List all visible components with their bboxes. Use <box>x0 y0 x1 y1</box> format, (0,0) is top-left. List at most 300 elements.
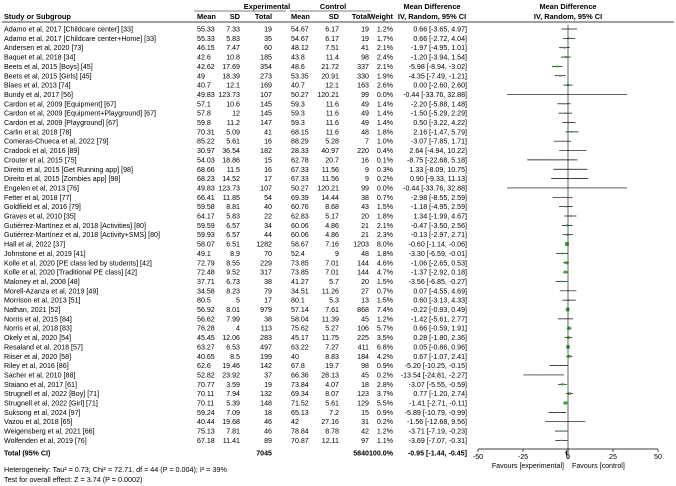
weight: 0.2% <box>376 371 393 380</box>
header-group1: Experimental <box>243 2 291 11</box>
ctl-sd: 5.3 <box>329 296 339 305</box>
exp-total: 979 <box>260 306 272 314</box>
exp-mean: 85.22 <box>197 137 215 146</box>
header-ctl-mean: Mean <box>291 12 310 21</box>
x-tick-label: -25 <box>517 453 529 461</box>
exp-sd: 14.52 <box>222 175 240 184</box>
weight: 1.7% <box>376 34 393 43</box>
ctl-total: 9 <box>365 175 369 184</box>
table-row <box>4 119 467 127</box>
ctl-mean: 65.13 <box>291 408 309 417</box>
md-ci: -1.18 [-4.95, 2.59] <box>411 203 467 212</box>
exp-sd: 7.09 <box>226 408 240 417</box>
study-name: Bundy et al, 2017 [56] <box>4 90 74 99</box>
exp-mean: 46.15 <box>197 44 215 53</box>
ctl-total: 48 <box>361 128 369 137</box>
table-row <box>4 287 467 295</box>
exp-total: 17 <box>264 175 272 184</box>
ctl-total: 106 <box>357 324 369 333</box>
ctl-total: 98 <box>361 362 369 371</box>
ctl-sd: 20.7 <box>325 156 339 165</box>
exp-mean: 66.41 <box>197 193 215 202</box>
exp-mean: 57.1 <box>197 100 211 109</box>
ctl-total: 21 <box>361 231 369 240</box>
exp-sd: 5.39 <box>226 399 240 408</box>
effect-marker <box>561 440 562 441</box>
exp-sd: 18.39 <box>222 72 240 81</box>
exp-sd: 11.41 <box>222 436 240 445</box>
exp-mean: 37.71 <box>197 277 215 286</box>
effect-marker <box>563 103 565 105</box>
exp-sd: 12.1 <box>226 81 240 90</box>
exp-mean: 75.13 <box>197 427 215 436</box>
study-name: Kolle et al, 2020 [PE class led by students] [42] <box>4 259 152 268</box>
table-row <box>4 315 467 323</box>
exp-mean: 70.31 <box>197 128 215 137</box>
md-ci: -5.98 [-8.94, -3.02] <box>408 62 467 71</box>
effect-marker <box>564 271 567 274</box>
table-row <box>4 166 467 174</box>
exp-total: 169 <box>260 81 272 90</box>
exp-total: 46 <box>264 418 272 427</box>
study-name: Nathan, 2021 [52] <box>4 306 61 314</box>
ctl-mean: 80.1 <box>291 296 305 305</box>
md-ci: -3.69 [-7.07, -0.31] <box>408 436 467 445</box>
study-name: Riiser et al, 2020 [58] <box>4 352 72 361</box>
exp-sd: 6.57 <box>226 221 240 230</box>
md-ci: 2.64 [-4.94, 10.22] <box>409 147 467 156</box>
ctl-total: 42 <box>361 427 369 436</box>
table-row <box>4 156 467 164</box>
header-exp-sd: SD <box>229 12 240 21</box>
ctl-sd: 12.11 <box>321 436 339 445</box>
exp-mean: 49.83 <box>197 90 215 99</box>
table-row <box>4 362 467 370</box>
exp-sd: 7.99 <box>226 315 240 324</box>
exp-mean: 45.45 <box>197 334 215 343</box>
exp-sd: 8.5 <box>230 352 240 361</box>
ctl-total: 123 <box>357 390 369 399</box>
ctl-total: 337 <box>357 62 369 71</box>
exp-mean: 68.23 <box>197 175 215 184</box>
effect-marker <box>562 141 563 142</box>
ctl-sd: 20.91 <box>321 72 339 81</box>
exp-sd: 19.68 <box>222 418 240 427</box>
md-ci: -1.97 [-4.95, 1.01] <box>411 44 467 53</box>
md-ci: -2.98 [-8.55, 2.59] <box>411 193 467 202</box>
ctl-sd: 11.39 <box>321 315 339 324</box>
md-ci: -1.50 [-5.29, 2.29] <box>411 109 467 118</box>
exp-sd: 18.86 <box>222 156 240 165</box>
study-name: Vazou et al, 2018 [65] <box>4 418 73 427</box>
ctl-mean: 73.85 <box>291 259 309 268</box>
exp-sd: 123.73 <box>218 90 240 99</box>
total-ctl-n: 5840 <box>353 449 369 458</box>
weight: 2.3% <box>376 231 393 240</box>
exp-mean: 62.6 <box>197 362 211 371</box>
table-row <box>4 72 467 80</box>
exp-sd: 7.47 <box>226 44 240 53</box>
ctl-total: 411 <box>357 343 369 352</box>
table-row <box>4 100 467 108</box>
header-exp-mean: Mean <box>197 12 216 21</box>
study-name: Maloney et al, 2008 [48] <box>4 277 80 286</box>
ctl-total: 163 <box>357 81 369 90</box>
md-ci: -0.13 [-2.97, 2.71] <box>411 231 467 240</box>
ctl-mean: 59.3 <box>291 100 305 109</box>
ctl-sd: 7.27 <box>325 343 339 352</box>
md-ci: -13.54 [-24.81, -2.27] <box>400 371 467 380</box>
effect-marker <box>566 308 570 312</box>
study-name: Beets et al, 2015 [Girls] [45] <box>4 72 92 81</box>
heterogeneity-text: Heterogeneity: Tau² = 0.73; Chi² = 72.71, df = 44 (P = 0.004); I² = 39% <box>4 465 227 474</box>
md-ci: -3.30 [-6.59, -0.01] <box>408 249 467 258</box>
weight: 2.1% <box>376 221 393 230</box>
header-md-sub: IV, Random, 95% CI <box>397 12 467 21</box>
exp-mean: 40.65 <box>197 352 215 361</box>
exp-sd: 8.55 <box>226 259 240 268</box>
exp-sd: 7.94 <box>226 390 240 399</box>
exp-mean: 76.28 <box>197 324 215 333</box>
ctl-mean: 54.67 <box>291 25 309 34</box>
ctl-total: 45 <box>361 371 369 380</box>
effect-marker <box>567 187 568 188</box>
exp-sd: 7.81 <box>226 427 240 436</box>
table-row <box>4 231 467 239</box>
exp-total: 41 <box>264 128 272 137</box>
exp-total: 19 <box>264 25 272 34</box>
exp-sd: 23.92 <box>222 371 240 380</box>
exp-sd: 123.73 <box>218 184 240 193</box>
study-name: Kolle et al, 2020 [Traditional PE class] [42] <box>4 268 138 277</box>
md-ci: -1.56 [-12.68, 9.56] <box>407 418 467 427</box>
study-name: Crouter et al, 2015 [75] <box>4 156 77 165</box>
exp-total: 182 <box>260 147 272 156</box>
ctl-mean: 73.85 <box>291 268 309 277</box>
exp-total: 17 <box>264 296 272 305</box>
table-row <box>4 203 467 211</box>
table-row <box>4 297 467 305</box>
header-group2: Control <box>319 2 347 11</box>
ctl-sd: 11.6 <box>325 119 339 127</box>
exp-total: 107 <box>260 184 272 193</box>
ctl-total: 19 <box>361 34 369 43</box>
exp-mean: 59.93 <box>197 231 215 240</box>
effect-marker <box>557 412 558 413</box>
ctl-sd: 6.17 <box>325 34 339 43</box>
exp-mean: 68.66 <box>197 165 215 174</box>
exp-total: 38 <box>264 277 272 286</box>
ctl-total: 1203 <box>353 240 369 249</box>
table-row <box>4 91 467 99</box>
ctl-mean: 40 <box>291 352 299 361</box>
exp-sd: 17.69 <box>222 62 240 71</box>
exp-mean: 57.8 <box>197 109 211 118</box>
weight: 1.4% <box>376 109 393 118</box>
exp-mean: 70.77 <box>197 380 215 389</box>
effect-marker <box>570 169 571 170</box>
table-row <box>4 128 467 136</box>
ctl-total: 7 <box>365 137 369 146</box>
header-ctl-total: Total <box>351 12 369 21</box>
exp-mean: 56.92 <box>197 306 215 314</box>
ctl-sd: 11.4 <box>325 53 339 62</box>
ctl-mean: 60.76 <box>291 203 309 212</box>
ctl-mean: 50.27 <box>291 90 309 99</box>
md-ci: 1.34 [-1.99, 4.67] <box>413 212 467 221</box>
table-row <box>4 390 467 398</box>
table-row <box>4 54 467 62</box>
exp-sd: 7.33 <box>226 25 240 34</box>
study-name: Hall et al, 2022 [37] <box>4 240 66 249</box>
ctl-sd: 8.07 <box>325 390 339 399</box>
table-row <box>4 250 467 258</box>
study-name: Gutiérrez-Martínez et al, 2018 [Activity+SMS] [80] <box>4 231 160 240</box>
effect-marker <box>562 197 563 198</box>
table-row <box>4 63 467 71</box>
ctl-total: 43 <box>361 203 369 212</box>
md-ci: 0.66 [-3.65, 4.97] <box>413 25 467 34</box>
exp-total: 317 <box>260 268 272 277</box>
exp-total: 145 <box>260 100 272 109</box>
ctl-mean: 67.8 <box>291 362 305 371</box>
exp-mean: 70.11 <box>197 399 215 408</box>
effect-marker <box>568 37 570 39</box>
md-ci: -3.07 [-7.85, 1.71] <box>411 137 467 146</box>
ctl-mean: 70.87 <box>291 436 309 445</box>
ctl-total: 868 <box>357 306 369 314</box>
exp-mean: 59.58 <box>197 203 215 212</box>
header-weight: Weight <box>368 12 393 21</box>
effect-marker <box>565 112 567 114</box>
study-name: Carlin et al, 2018 [78] <box>4 128 72 137</box>
header-ctl-sd: SD <box>328 12 339 21</box>
study-name: Okely et al, 2020 [54] <box>4 334 72 343</box>
ctl-total: 220 <box>357 147 369 156</box>
exp-mean: 30.97 <box>197 147 215 156</box>
ctl-sd: 120.21 <box>317 90 339 99</box>
exp-total: 60 <box>264 44 272 53</box>
study-name: Blaes et al, 2013 [74] <box>4 81 71 90</box>
exp-mean: 40.44 <box>197 418 215 427</box>
md-ci: 2.16 [-1.47, 5.79] <box>413 128 467 137</box>
ctl-sd: 7.61 <box>325 306 339 314</box>
study-name: Staiano et al, 2017 [61] <box>4 380 77 389</box>
ctl-sd: 11.56 <box>321 165 339 174</box>
ctl-sd: 28.13 <box>321 371 339 380</box>
study-name: Johnstone et al, 2019 [41] <box>4 249 86 258</box>
effect-marker <box>565 421 566 422</box>
md-ci: -4.35 [-7.49, -1.21] <box>408 72 467 81</box>
table-row <box>4 381 467 389</box>
study-name: Direito et al, 2015 [Get Running app] [98] <box>4 165 133 174</box>
weight: 5.5% <box>376 399 393 408</box>
effect-marker <box>569 178 570 179</box>
exp-sd: 5.61 <box>226 137 240 146</box>
exp-total: 132 <box>260 390 272 399</box>
ctl-mean: 73.84 <box>291 380 309 389</box>
exp-total: 44 <box>264 231 272 240</box>
exp-sd: 6.73 <box>226 277 240 286</box>
table-row <box>4 138 467 146</box>
ctl-sd: 4.86 <box>325 231 339 240</box>
exp-total: 199 <box>260 352 272 361</box>
exp-sd: 9.52 <box>226 268 240 277</box>
weight: 3.5% <box>376 334 393 343</box>
effect-marker <box>561 383 563 385</box>
header-md-title: Mean Difference <box>403 2 461 11</box>
exp-mean: 49.1 <box>197 249 211 258</box>
header-plot-sub: IV, Random, 95% CI <box>533 12 603 21</box>
ctl-mean: 48.12 <box>291 44 309 53</box>
exp-mean: 56.62 <box>197 315 215 324</box>
ctl-total: 144 <box>357 268 369 277</box>
exp-sd: 5.09 <box>226 128 240 137</box>
exp-mean: 58.07 <box>197 240 215 249</box>
study-name: Suksong et al, 2024 [97] <box>4 408 81 417</box>
ctl-total: 129 <box>357 399 369 408</box>
table-row <box>4 213 467 221</box>
exp-total: 113 <box>260 324 272 333</box>
weight: 2.6% <box>376 81 393 90</box>
table-header <box>2 2 674 22</box>
md-ci: -1.37 [-2.92, 0.18] <box>411 268 467 277</box>
table-row <box>4 306 467 314</box>
exp-sd: 12 <box>232 109 240 118</box>
exp-total: 1282 <box>256 240 272 249</box>
exp-total: 46 <box>264 427 272 436</box>
total-weight: 100.0% <box>368 449 393 458</box>
ctl-total: 97 <box>361 436 369 445</box>
exp-total: 70 <box>264 249 272 258</box>
favours-right-label: Favours [control] <box>572 462 625 470</box>
ctl-mean: 58.67 <box>291 240 309 249</box>
exp-total: 40 <box>264 203 272 212</box>
table-row <box>4 371 467 379</box>
exp-sd: 4 <box>236 324 240 333</box>
effect-marker <box>565 318 566 319</box>
exp-mean: 52.82 <box>197 371 215 380</box>
exp-sd: 8.9 <box>230 249 240 258</box>
ctl-sd: 9 <box>335 249 339 258</box>
exp-sd: 36.54 <box>222 147 240 156</box>
md-ci: 0.66 [-0.59, 1.91] <box>413 324 467 333</box>
weight: 1.2% <box>376 427 393 436</box>
ctl-mean: 43.8 <box>291 53 305 62</box>
exp-total: 497 <box>260 343 272 352</box>
ctl-total: 49 <box>361 119 369 127</box>
exp-total: 89 <box>264 436 272 445</box>
exp-sd: 3.59 <box>226 380 240 389</box>
table-row <box>4 325 467 333</box>
table-row <box>4 400 467 408</box>
weight: 2.4% <box>376 53 393 62</box>
ctl-sd: 5.17 <box>325 212 339 221</box>
x-tick-label: 25 <box>609 453 617 461</box>
exp-sd: 8.01 <box>226 306 240 314</box>
ctl-sd: 11.6 <box>325 100 339 109</box>
ctl-sd: 4.86 <box>325 221 339 230</box>
ctl-total: 98 <box>361 53 369 62</box>
ctl-total: 38 <box>361 193 369 202</box>
ctl-sd: 11.6 <box>325 109 339 118</box>
md-ci: -1.42 [-5.61, 2.77] <box>411 315 467 324</box>
exp-total: 18 <box>264 408 272 417</box>
exp-total: 79 <box>264 287 272 296</box>
ctl-mean: 67.33 <box>291 175 309 184</box>
total-exp-n: 7045 <box>256 449 272 458</box>
weight: 1.4% <box>376 119 393 127</box>
exp-total: 283 <box>260 334 272 343</box>
md-ci: -0.47 [-3.50, 2.56] <box>411 221 467 230</box>
ctl-mean: 41.27 <box>291 277 309 286</box>
plot-area <box>473 25 662 470</box>
study-name: Cradock et al, 2016 [89] <box>4 147 80 156</box>
exp-total: 16 <box>264 137 272 146</box>
weight: 1.0% <box>376 137 393 146</box>
weight: 0.2% <box>376 175 393 184</box>
study-name: Goldfield et al, 2016 [79] <box>4 203 81 212</box>
exp-sd: 5.83 <box>226 212 240 221</box>
ctl-mean: 48.6 <box>291 62 305 71</box>
ctl-mean: 69.39 <box>291 193 309 202</box>
effect-marker <box>565 56 567 58</box>
effect-marker <box>571 131 573 133</box>
weight: 1.8% <box>376 128 393 137</box>
x-tick-label: 50 <box>654 453 662 461</box>
weight: 0.0% <box>376 90 393 99</box>
ctl-mean: 28.33 <box>291 147 309 156</box>
md-ci: -8.75 [-22.68, 5.18] <box>407 156 467 165</box>
exp-total: 16 <box>264 165 272 174</box>
ctl-sd: 27.16 <box>321 418 339 427</box>
ctl-mean: 45.17 <box>291 334 309 343</box>
effect-marker <box>570 215 572 217</box>
header-plot-title: Mean Difference <box>539 2 597 11</box>
ctl-total: 49 <box>361 109 369 118</box>
exp-mean: 55.33 <box>197 34 215 43</box>
exp-sd: 11.85 <box>222 193 240 202</box>
table-row <box>4 353 467 361</box>
study-name: Graves et al, 2010 [35] <box>4 212 76 221</box>
exp-mean: 40.7 <box>197 81 211 90</box>
ctl-mean: 57.14 <box>291 306 309 314</box>
ctl-total: 48 <box>361 249 369 258</box>
table-row <box>4 194 467 202</box>
ctl-total: 99 <box>361 184 369 193</box>
ctl-sd: 7.16 <box>325 240 339 249</box>
ctl-sd: 8.68 <box>325 203 339 212</box>
study-name: Andersen et al, 2020 [73] <box>4 44 84 53</box>
weight: 1.5% <box>376 296 393 305</box>
ctl-sd: 5.28 <box>325 137 339 146</box>
weight: 0.4% <box>376 147 393 156</box>
ctl-sd: 21.72 <box>321 62 339 71</box>
ctl-sd: 7.01 <box>325 259 339 268</box>
exp-sd: 5.83 <box>226 34 240 43</box>
weight: 8.0% <box>376 240 393 249</box>
exp-mean: 64.17 <box>197 212 215 221</box>
weight: 5.7% <box>376 324 393 333</box>
table-row <box>4 184 467 192</box>
md-ci: 0.05 [-0.86, 0.96] <box>413 343 467 352</box>
weight: 1.5% <box>376 277 393 286</box>
ctl-total: 13 <box>361 296 369 305</box>
ctl-mean: 63.22 <box>291 343 309 352</box>
exp-total: 19 <box>264 380 272 389</box>
effect-marker <box>561 430 562 431</box>
exp-mean: 49.83 <box>197 184 215 193</box>
